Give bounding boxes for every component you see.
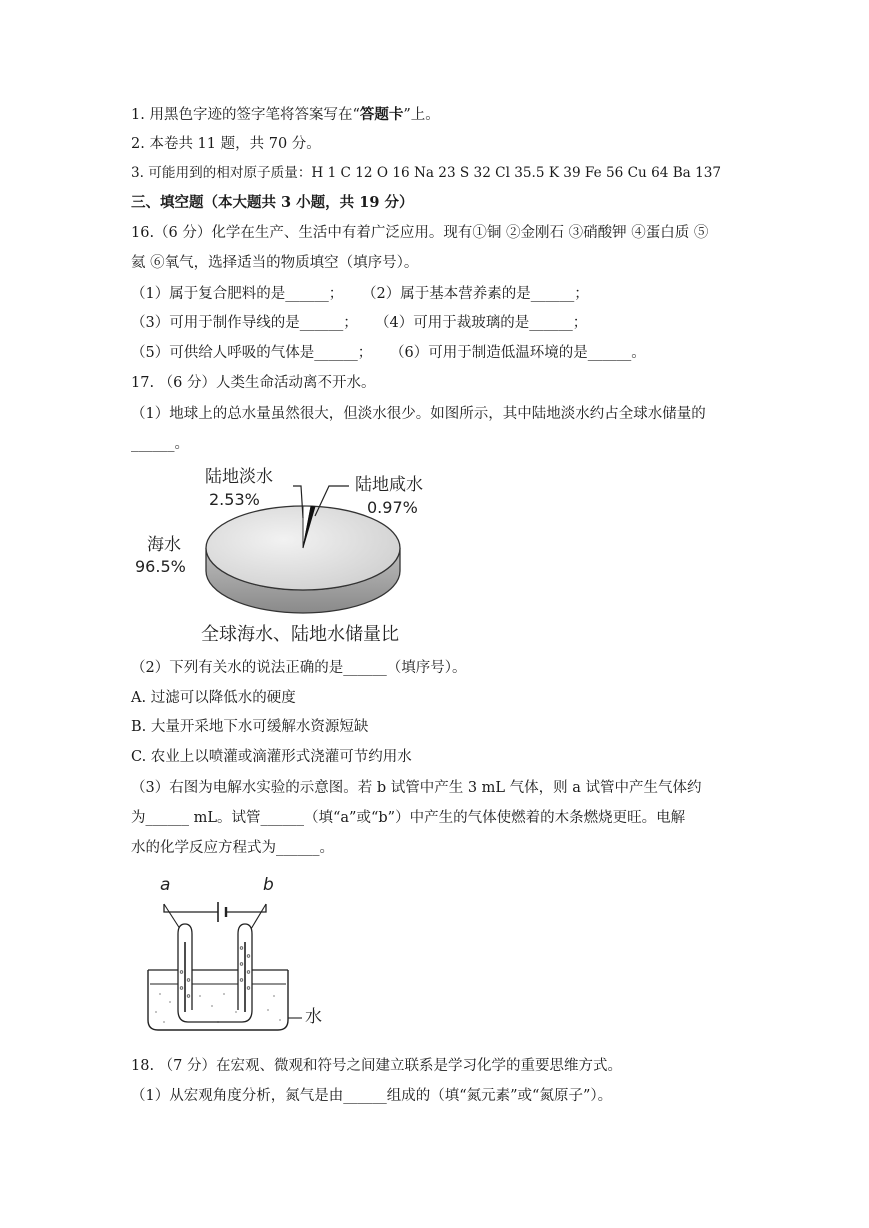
- q17-part2: （2）下列有关水的说法正确的是______（填序号）。: [131, 660, 467, 676]
- q17-part1-line2: ______。: [131, 436, 189, 452]
- seawater-label: 海水: [147, 535, 181, 555]
- fresh-water-value: 2.53%: [209, 490, 260, 509]
- seawater-value: 96.5%: [135, 557, 186, 576]
- tube-connector: [178, 1010, 252, 1022]
- instruction-1: [131, 105, 440, 125]
- tube-a-label: a: [160, 875, 171, 895]
- fresh-water-label: 陆地淡水: [205, 467, 273, 487]
- section-heading: 三、填空题（本大题共 3 小题，共 19 分）: [131, 194, 414, 211]
- q16-item-1: （1）属于复合肥料的是______；: [131, 286, 344, 302]
- answer-card-emphasis: 答题卡: [359, 106, 404, 123]
- wire-left: [164, 904, 218, 912]
- q17-part1-line1: （1）地球上的总水量虽然很大，但淡水很少。如图所示，其中陆地淡水约占全球水储量的: [131, 406, 706, 422]
- water-pie-figure: [131, 458, 441, 650]
- q17-part3-line2: 为______ mL。试管______（填“a”或“b”）中产生的气体使燃着的木条燃烧更旺。电解: [131, 810, 686, 826]
- water-dots: [155, 993, 281, 1023]
- instruction-1-prefix: 1. 用黑色字迹的签字笔将答案写在“: [131, 107, 360, 123]
- q16-item-2: （2）属于基本营养素的是______；: [362, 286, 589, 302]
- pie-caption: 全球海水、陆地水储量比: [201, 624, 399, 645]
- electrolysis-figure: [140, 872, 340, 1037]
- q17-option-a: A. 过滤可以降低水的硬度: [131, 690, 296, 706]
- q17-option-c: C. 农业上以喷灌或滴灌形式浇灌可节约用水: [131, 749, 412, 765]
- q17-part3-line3: 水的化学反应方程式为______。: [131, 840, 334, 856]
- q16-item-4: （4）可用于裁玻璃的是______；: [375, 315, 588, 331]
- q17-stem: 17. （6 分）人类生命活动离不开水。: [131, 375, 376, 391]
- q16-item-5: （5）可供给人呼吸的气体是______；: [131, 345, 373, 361]
- q16-stem-line1: 16.（6 分）化学在生产、生活中有着广泛应用。现有①铜 ②金刚石 ③硝酸钾 ④蛋白质 ⑤: [131, 225, 709, 241]
- q16-item-6: （6）可用于制造低温环境的是______。: [390, 345, 646, 361]
- q18-stem: 18. （7 分）在宏观、微观和符号之间建立联系是学习化学的重要思维方式。: [131, 1058, 623, 1074]
- tube-b-label: b: [263, 875, 274, 895]
- trough: [148, 970, 288, 1030]
- q17-option-b: B. 大量开采地下水可缓解水资源短缺: [131, 719, 369, 735]
- q16-item-3: （3）可用于制作导线的是______；: [131, 315, 358, 331]
- instruction-1-suffix: ”上。: [403, 107, 440, 123]
- wire-right: [226, 904, 266, 912]
- q17-part3-line1: （3）右图为电解水实验的示意图。若 b 试管中产生 3 mL 气体，则 a 试管中产生气体约: [131, 780, 702, 796]
- q18-part1: （1）从宏观角度分析，氮气是由______组成的（填“氮元素”或“氮原子”）。: [131, 1088, 613, 1104]
- q16-stem-line2: 氦 ⑥氧气，选择适当的物质填空（填序号）。: [131, 255, 419, 271]
- water-label: 水: [305, 1007, 322, 1027]
- salt-water-value: 0.97%: [367, 498, 418, 517]
- instruction-2: 2. 本卷共 11 题，共 70 分。: [131, 136, 321, 152]
- instruction-3: 3. 可能用到的相对原子质量：H 1 C 12 O 16 Na 23 S 32 Cl 35.5 K 39 Fe 56 Cu 64 Ba 137: [131, 165, 722, 181]
- salt-water-label: 陆地咸水: [355, 475, 423, 495]
